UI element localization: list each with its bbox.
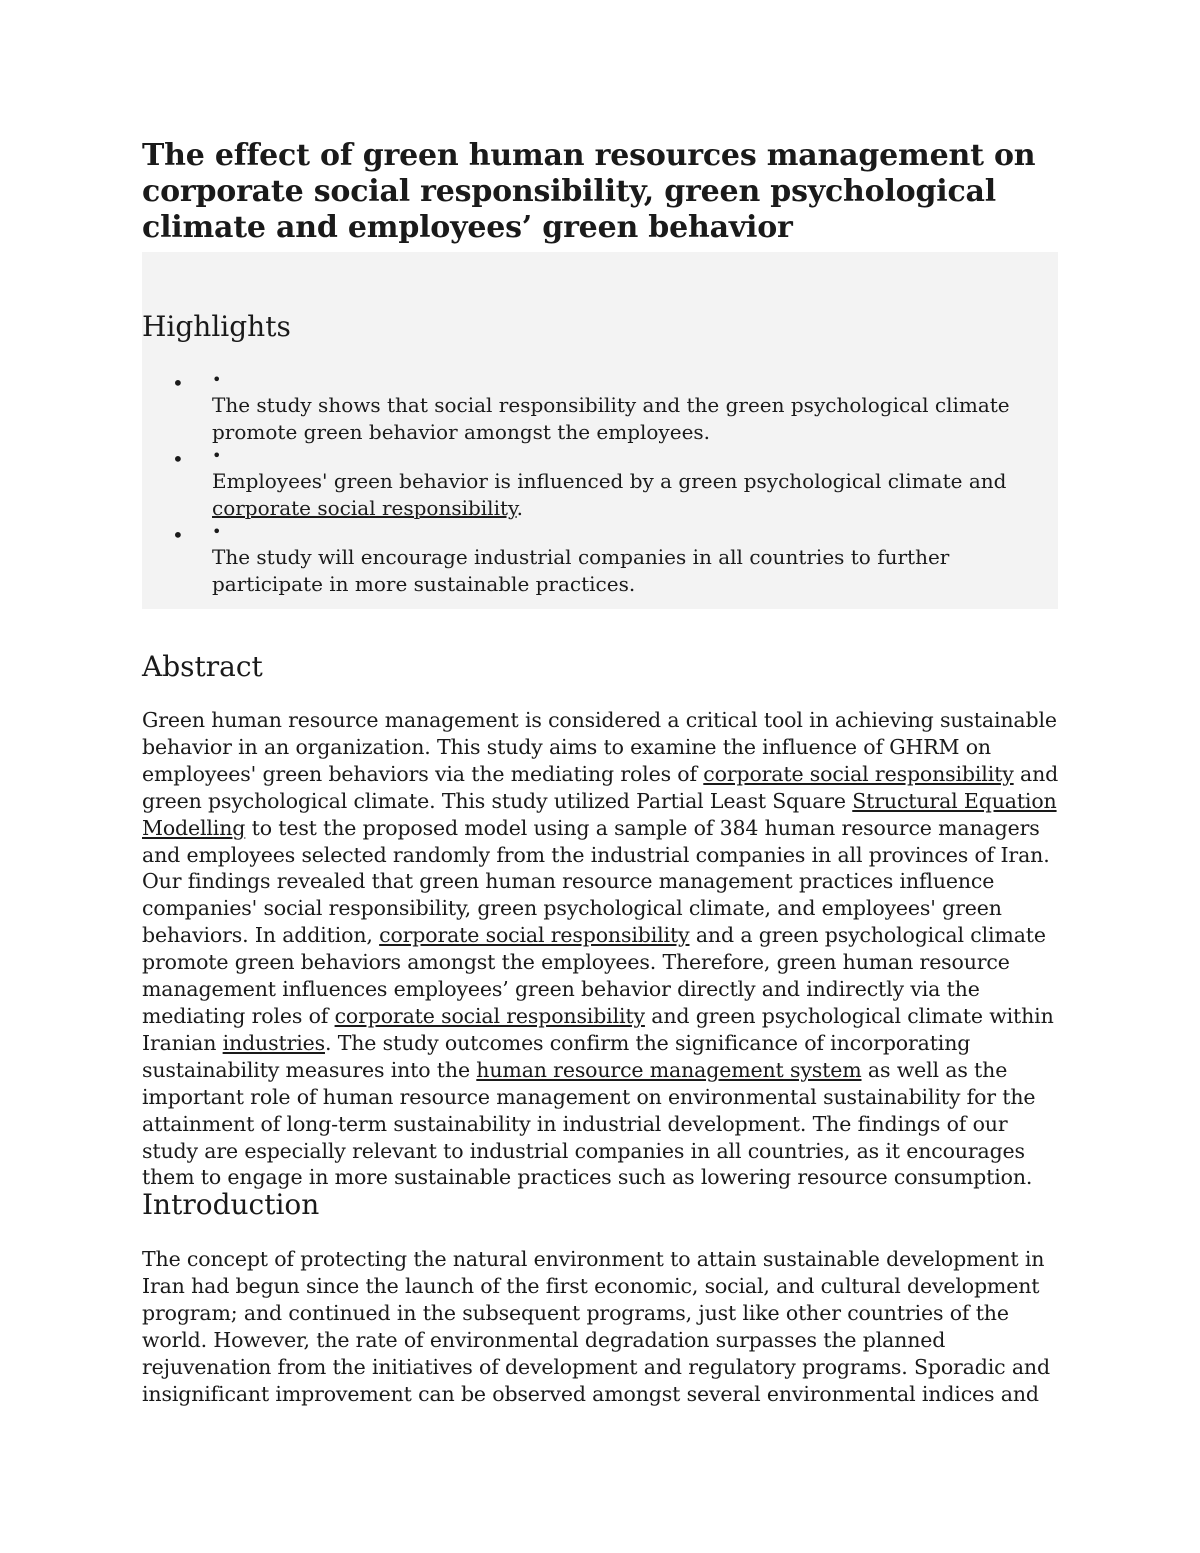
bullet-icon: •	[212, 522, 222, 541]
highlight-item	[172, 522, 1058, 598]
bullet-icon: •	[212, 370, 222, 389]
highlights-list	[172, 370, 1058, 598]
link-human-resource-management-system[interactable]: human resource management system	[476, 1057, 862, 1082]
article	[142, 138, 1058, 609]
abstract-text-segment: . The study outcomes confirm the significance of incorporating sustainability measures into the	[142, 1030, 971, 1082]
link-corporate-social-responsibility[interactable]: corporate social responsibility	[703, 761, 1014, 786]
introduction-text: The concept of protecting the natural environment to attain sustainable development in Iran had begun since the launch of the first economic, social, and cultural development program; and continued in the subsequent programs, just like other countries of the world. However, the rate of environmental degradation surpasses the planned rejuvenation from the initiatives of development and regulatory programs. Sporadic and insignificant improvement can be observed amongst several environmental indices and	[142, 1247, 1050, 1406]
abstract-text-segment: to test the proposed model using a sample of 384 human resource managers and employees selected randomly from the industrial companies in all provinces of Iran. Our findings revealed that green human resource management practices influence companies' social responsibility, green psychological climate, and employees' green behaviors. In addition,	[142, 815, 1050, 948]
link-corporate-social-responsibility[interactable]: corporate social responsibility	[379, 923, 690, 948]
link-structural-equation-modelling[interactable]: Structural Equation Modelling	[142, 788, 1057, 840]
abstract-text-segment: Green human resource management is considered a critical tool in achieving sustainable behavior in an organization. This study aims to examine the influence of GHRM on employees' green behaviors via the mediating roles of	[142, 708, 1057, 786]
abstract-text-segment: and a green psychological climate promote green behaviors amongst the employees. Therefore, green human resource management influences employees’ green behavior directly and indirectly via the mediating roles of	[142, 923, 1046, 1028]
abstract-text-segment: as well as the important role of human resource management on environmental sustainability for the attainment of long-term sustainability in industrial development. The findings of our study are especially relevant to industrial companies in all countries, as it encourages them to engage in more sustainable practices such as lowering resource consumption.	[142, 1057, 1036, 1190]
highlight-link-csr[interactable]: corporate social responsibility	[212, 496, 517, 520]
abstract-text-segment: and green psychological climate. This study utilized Partial Least Square	[142, 761, 1059, 813]
bullet-icon: •	[212, 446, 222, 465]
bullet-icon: •	[172, 523, 184, 547]
link-industries[interactable]: industries	[222, 1030, 325, 1055]
abstract-heading: Abstract	[142, 650, 263, 683]
link-corporate-social-responsibility[interactable]: corporate social responsibility	[334, 1003, 645, 1028]
highlight-text-segment: .	[516, 496, 524, 520]
highlight-text: The study shows that social responsibility and the green psychological climate promote green behavior amongst the employees.	[212, 393, 1010, 444]
highlight-item	[172, 446, 1058, 522]
introduction-heading: Introduction	[142, 1188, 320, 1221]
highlights-heading: Highlights	[142, 310, 291, 343]
abstract-text-segment: and green psychological climate within Iranian	[142, 1003, 1054, 1055]
highlight-item	[172, 370, 1058, 446]
bullet-icon: •	[172, 371, 184, 395]
highlight-text	[212, 468, 1058, 522]
highlight-text-segment: Employees' green behavior is influenced by a green psychological climate and	[212, 469, 1007, 493]
abstract-text	[142, 707, 1062, 1191]
highlight-text: The study will encourage industrial companies in all countries to further participate in more sustainable practices.	[212, 545, 950, 596]
article-title: The effect of green human resources management on corporate social responsibility, green psychological climate and employees’ green behavior	[142, 138, 1036, 245]
highlights-section	[142, 252, 1058, 609]
bullet-icon: •	[172, 447, 184, 471]
